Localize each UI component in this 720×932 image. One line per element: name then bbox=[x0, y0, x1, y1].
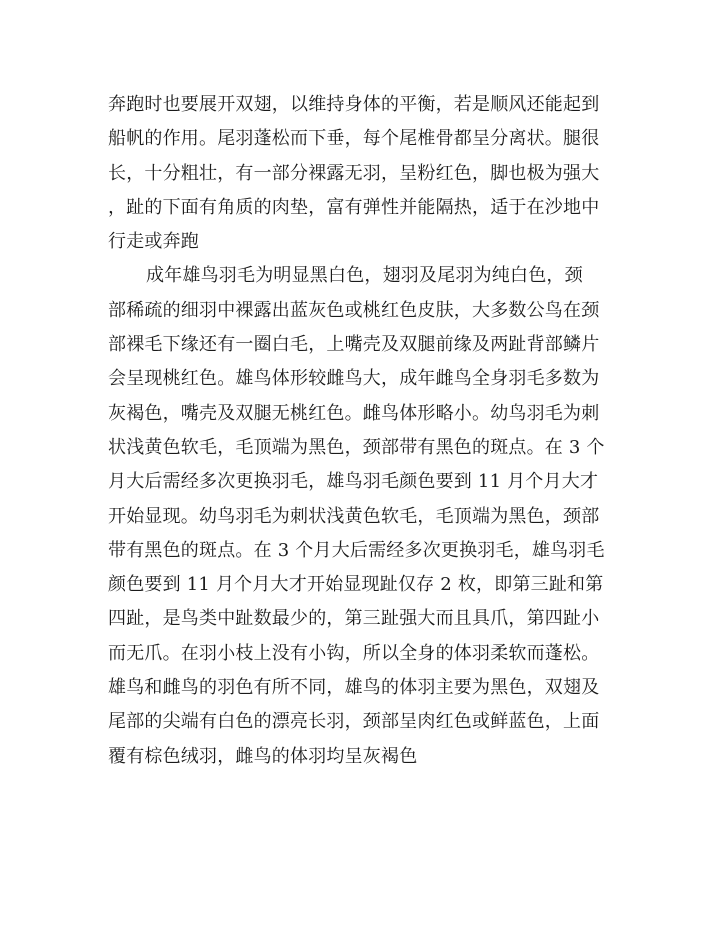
text-line: 行走或奔跑 bbox=[108, 231, 199, 253]
text-line: 颜色要到 11 月个月大才开始显现趾仅存 2 枚，即第三趾和第 bbox=[108, 574, 604, 596]
paragraph-start-line: 成年雄鸟羽毛为明显黑白色，翅羽及尾羽为纯白色，颈 bbox=[146, 265, 583, 287]
text-line: 部稀疏的细羽中裸露出蓝灰色或桃红色皮肤，大多数公鸟在颈 bbox=[108, 299, 600, 321]
text-line: 部裸毛下缘还有一圈白毛，上嘴壳及双腿前缘及两趾背部鳞片 bbox=[108, 334, 600, 356]
text-line: 灰褐色，嘴壳及双腿无桃红色。雌鸟体形略小。幼鸟羽毛为刺 bbox=[108, 402, 600, 424]
text-line: 月大后需经多次更换羽毛，雄鸟羽毛颜色要到 11 月个月大才 bbox=[108, 471, 599, 493]
text-line: 四趾，是鸟类中趾数最少的，第三趾强大而且具爪，第四趾小 bbox=[108, 608, 600, 630]
text-line: 覆有棕色绒羽，雌鸟的体羽均呈灰褐色 bbox=[108, 745, 418, 767]
text-line: 开始显现。幼鸟羽毛为刺状浅黄色软毛，毛顶端为黑色，颈部 bbox=[108, 505, 600, 527]
text-line: 长，十分粗壮，有一部分裸露无羽，呈粉红色，脚也极为强大 bbox=[108, 162, 600, 184]
text-line: 状浅黄色软毛，毛顶端为黑色，颈部带有黑色的斑点。在 3 个 bbox=[108, 436, 605, 458]
text-line: 雄鸟和雌鸟的羽色有所不同，雄鸟的体羽主要为黑色，双翅及 bbox=[108, 677, 600, 699]
text-line: ，趾的下面有角质的肉垫，富有弹性并能隔热，适于在沙地中 bbox=[108, 196, 600, 218]
text-line: 而无爪。在羽小枝上没有小钩，所以全身的体羽柔软而蓬松。 bbox=[108, 642, 600, 664]
text-line: 会呈现桃红色。雄鸟体形较雌鸟大，成年雌鸟全身羽毛多数为 bbox=[108, 368, 600, 390]
text-line: 带有黑色的斑点。在 3 个月大后需经多次更换羽毛，雄鸟羽毛 bbox=[108, 539, 605, 561]
text-line: 尾部的尖端有白色的漂亮长羽，颈部呈肉红色或鲜蓝色，上面 bbox=[108, 711, 600, 733]
text-line: 奔跑时也要展开双翅，以维持身体的平衡，若是顺风还能起到 bbox=[108, 94, 600, 115]
text-line: 船帆的作用。尾羽蓬松而下垂，每个尾椎骨都呈分离状。腿很 bbox=[108, 128, 600, 150]
document-body bbox=[108, 88, 618, 774]
